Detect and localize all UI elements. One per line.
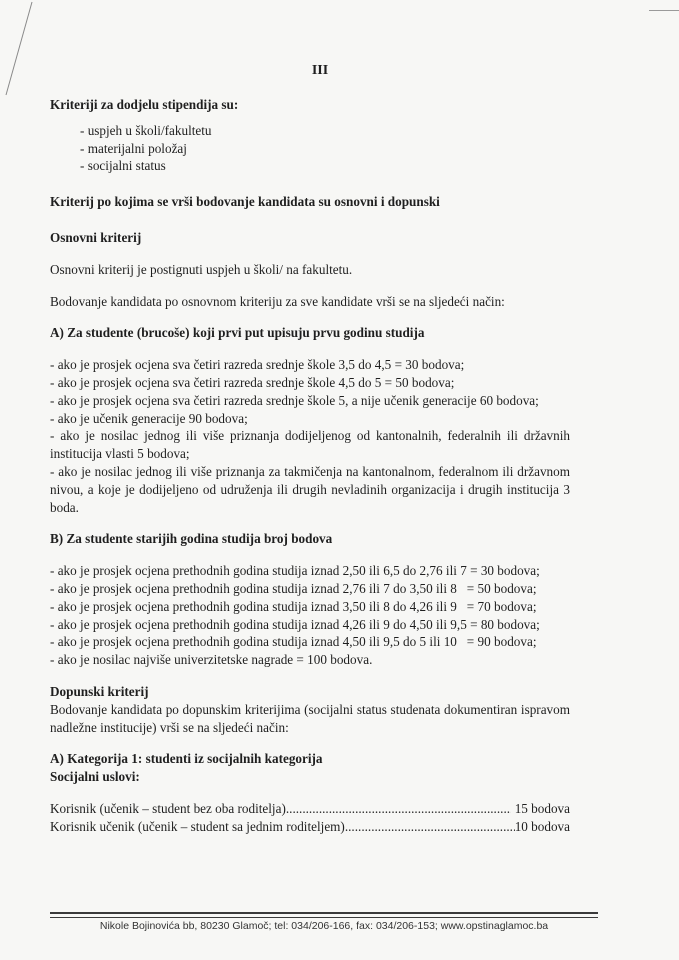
list-item: - ako je učenik generacije 90 bodova; [50,410,248,426]
basic-criterion-text: Osnovni kriterij je postignuti uspjeh u školi/ na fakultetu. [50,261,353,277]
social-conditions-heading: Socijalni uslovi: [50,769,140,785]
basic-scoring-text: Bodovanje kandidata po osnovnom kriteriju za sve kandidate vrši se na sljedeći način: [50,293,505,309]
points-row [50,818,570,836]
row-label: Korisnik (učenik – student bez oba roditelja) [50,800,286,816]
list-item: - ako je prosjek ocjena prethodnih godina studija iznad 4,50 ili 9,5 do 5 ili 10 = 90 bodova; [50,634,537,650]
list-item: - ako je nosilac jednog ili više priznanja dodijeljenog od kantonalnih, federalnih ili državnih institucija vlasti 5 bodova; [50,428,570,462]
document-body [50,96,570,836]
list-item: - ako je prosjek ocjena prethodnih godina studija iznad 2,50 ili 6,5 do 2,76 ili 7 = 30 bodova; [50,563,540,579]
basic-criterion-heading: Osnovni kriterij [50,229,142,245]
scan-edge-mark [0,0,40,100]
list-item: - socijalni status [80,157,570,175]
list-item: - ako je prosjek ocjena sva četiri razreda srednje škole 3,5 do 4,5 = 30 bodova; [50,357,465,373]
footer-rule [50,912,598,918]
list-item: - ako je prosjek ocjena sva četiri razreda srednje škole 5, a nije učenik generacije 60 bodova; [50,392,539,408]
dot-leader [286,800,512,818]
dot-leader [345,818,515,836]
list-item: - materijalni položaj [80,140,570,158]
freshmen-heading: A) Za studente (brucoše) koji prvi put upisuju prvu godinu studija [50,325,425,341]
page-number: III [311,63,329,78]
senior-students-heading: B) Za studente starijih godina studija broj bodova [50,531,333,547]
list-item: - ako je prosjek ocjena prethodnih godina studija iznad 4,26 ili 9 do 4,50 ili 9,5 = 80 bodova; [50,616,540,632]
category-heading: A) Kategorija 1: studenti iz socijalnih kategorija [50,751,323,767]
list-item: - ako je nosilac jednog ili više priznanja za takmičenja na kantonalnom, federalnom ili državnom nivou, a koje je dodijeljeno od udruženja ili drugih nevladinih organizacija i drugih institucija 3 boda. [50,463,570,515]
list-item: - ako je prosjek ocjena sva četiri razreda srednje škole 4,5 do 5 = 50 bodova; [50,374,455,390]
scan-edge-line [649,10,679,11]
points-row [50,800,570,818]
row-points: 15 bodova [511,800,570,816]
list-item: - uspjeh u školi/fakultetu [80,122,570,140]
row-label: Korisnik učenik (učenik – student sa jednim roditeljem) [50,818,345,834]
list-item: - ako je prosjek ocjena prethodnih godina studija iznad 3,50 ili 8 do 4,26 ili 9 = 70 bodova; [50,598,537,614]
list-item: - ako je prosjek ocjena prethodnih godina studija iznad 2,76 ili 7 do 3,50 ili 8 = 50 bodova; [50,580,537,596]
list-item: - ako je nosilac najviše univerzitetske nagrade = 100 bodova. [50,652,373,668]
criteria-list [50,122,570,175]
criteria-heading: Kriteriji za dodjelu stipendija su: [50,97,239,112]
supplementary-criterion-text: Bodovanje kandidata po dopunskim kriterijima (socijalni status studenata dokumentiran ispravom nadležne institucije) vrši se na sljedeći način: [50,701,570,735]
supplementary-criterion-heading: Dopunski kriterij [50,683,149,699]
scoring-heading: Kriterij po kojima se vrši bodovanje kandidata su osnovni i dopunski [50,194,440,210]
row-points: 10 bodova [514,818,570,834]
footer-address: Nikole Bojinovića bb, 80230 Glamoč; tel: 034/206-166, fax: 034/206-153; www.opstinaglamoc.ba [99,920,549,932]
